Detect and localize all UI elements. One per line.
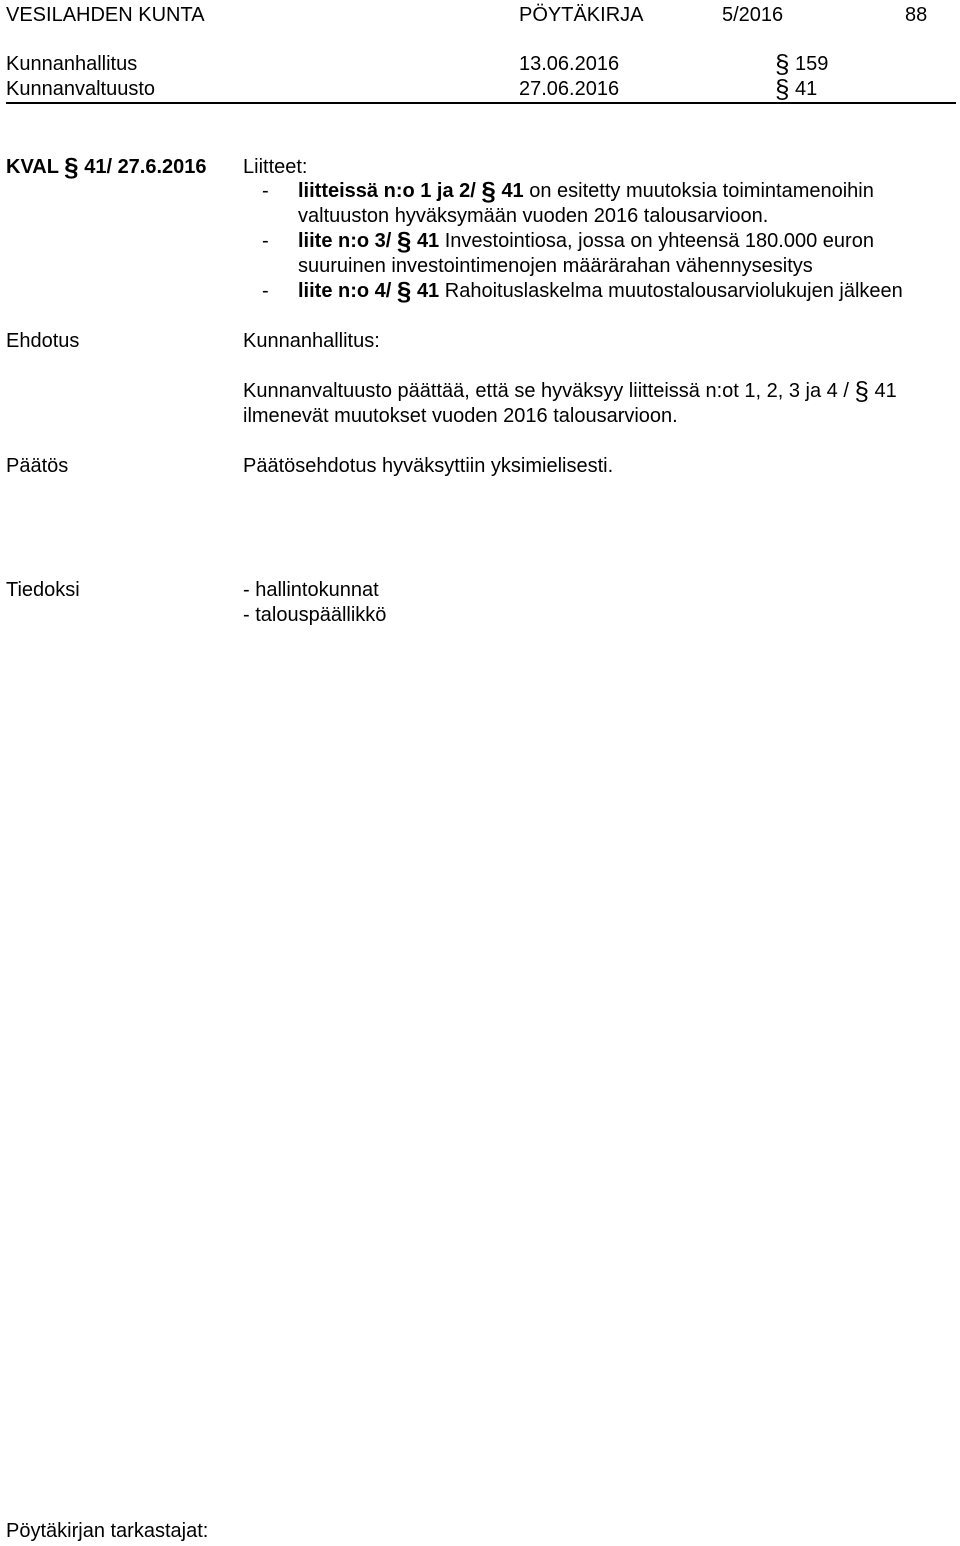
- attachment-item-dash: -: [262, 180, 269, 202]
- proposal-label: Ehdotus: [6, 330, 80, 352]
- section-ref-board: § 159: [775, 49, 829, 79]
- decision-label: Päätös: [6, 455, 69, 477]
- distribution-label: Tiedoksi: [6, 579, 80, 601]
- proposal-text-line1: Kunnanvaltuusto päättää, että se hyväksyy liitteissä n:ot 1, 2, 3 ja 4 / § 41: [243, 376, 897, 406]
- document-type: PÖYTÄKIRJA: [519, 4, 644, 26]
- section-sign-icon: §: [854, 376, 869, 406]
- proposal-body-label: Kunnanhallitus:: [243, 330, 380, 352]
- section-sign-icon: §: [396, 276, 412, 306]
- municipality-name: VESILAHDEN KUNTA: [6, 4, 205, 26]
- section-sign-icon: §: [775, 49, 790, 79]
- proposal-text-line2: ilmenevät muutokset vuoden 2016 talousarvioon.: [243, 405, 678, 427]
- attachment-item-2-line2: suuruinen investointimenojen määrärahan vähennysesitys: [298, 255, 813, 277]
- decision-text: Päätösehdotus hyväksyttiin yksimielisesti.: [243, 455, 614, 477]
- attachment-item-1-line2: valtuuston hyväksymään vuoden 2016 talousarvioon.: [298, 205, 769, 227]
- section-sign-icon: §: [481, 176, 496, 206]
- section-sign-icon: §: [775, 74, 790, 104]
- meeting-date-council: 27.06.2016: [519, 78, 620, 100]
- body-name-board: Kunnanhallitus: [6, 53, 138, 75]
- section-sign-icon: §: [396, 226, 412, 256]
- meeting-date-board: 13.06.2016: [519, 53, 620, 75]
- attachment-item-dash: -: [262, 280, 269, 302]
- page-number: 88: [905, 4, 928, 26]
- section-sign-icon: §: [64, 152, 79, 182]
- attachment-item-2-line1: liite n:o 3/ § 41 Investointiosa, jossa on yhteensä 180.000 euron: [298, 226, 874, 256]
- section-ref-council: § 41: [775, 74, 818, 104]
- body-name-council: Kunnanvaltuusto: [6, 78, 156, 100]
- distribution-item: - hallintokunnat: [243, 579, 379, 601]
- attachments-heading: Liitteet:: [243, 156, 308, 178]
- attachment-item-3-line1: liite n:o 4/ § 41 Rahoituslaskelma muutostalousarviolukujen jälkeen: [298, 276, 903, 306]
- attachment-item-1-line1: liitteissä n:o 1 ja 2/ § 41 on esitetty muutoksia toimintamenoihin: [298, 176, 874, 206]
- footer-reviewers-label: Pöytäkirjan tarkastajat:: [6, 1520, 209, 1542]
- header-divider: [6, 102, 956, 104]
- issue-number: 5/2016: [722, 4, 784, 26]
- distribution-item: - talouspäällikkö: [243, 604, 387, 626]
- attachment-item-dash: -: [262, 230, 269, 252]
- case-reference: KVAL § 41/ 27.6.2016: [6, 152, 207, 182]
